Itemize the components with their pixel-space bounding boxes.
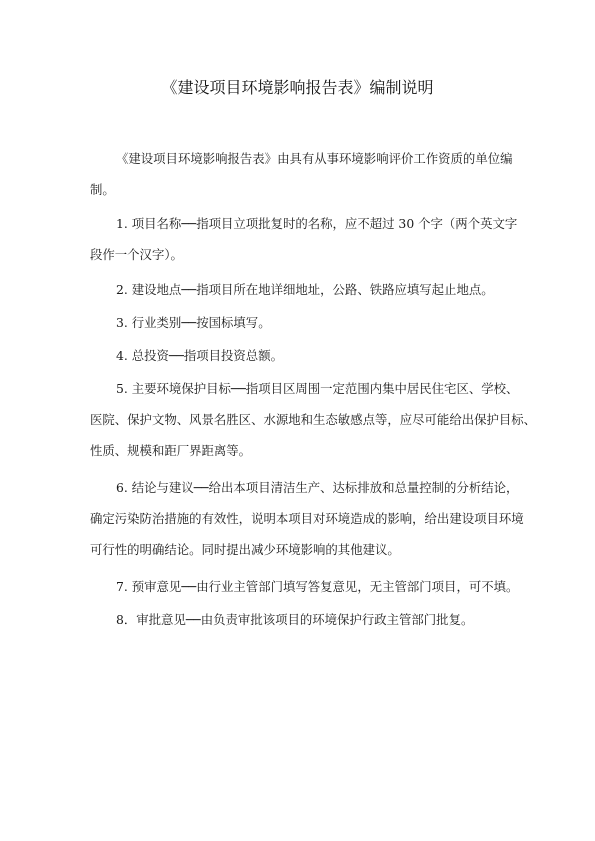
list-item-line: 医院、保护文物、风景名胜区、水源地和生态敏感点等，应尽可能给出保护目标、 [90,412,537,427]
list-item-line: 2. 建设地点──指项目所在地详细地址，公路、铁路应填写起止地点。 [116,282,494,297]
list-item-line: 4. 总投资──指项目投资总额。 [116,348,283,363]
intro-paragraph [90,143,520,205]
list-item-line: 7. 预审意见──由行业主管部门填写答复意见，无主管部门项目，可不填。 [116,579,519,594]
list-item-line: 6. 结论与建议──给出本项目清洁生产、达标排放和总量控制的分析结论， [116,480,519,495]
list-item-line: 8．审批意见──由负责审批该项目的环境保护行政主管部门批复。 [116,612,474,627]
list-item-line: 1. 项目名称──指项目立项批复时的名称，应不超过 30 个字（两个英文字 [116,216,518,231]
list-item-1 [90,208,520,270]
intro-line-1: 《建设项目环境影响报告表》由具有从事环境影响评价工作资质的单位编 [116,151,513,166]
list-item-3 [90,307,520,338]
intro-line-2: 制。 [90,182,115,197]
list-item-6 [90,472,524,565]
list-item-line: 段作一个汉字）。 [90,247,183,262]
list-item-5 [90,373,537,466]
document-title: 《建设项目环境影响报告表》编制说明 [161,78,434,97]
list-item-4 [90,340,520,371]
list-item-7 [90,571,520,602]
list-item-line: 可行性的明确结论。同时提出减少环境影响的其他建议。 [90,542,400,557]
list-item-line: 3. 行业类别──按国标填写。 [116,315,271,330]
list-item-line: 5. 主要环境保护目标──指项目区周围一定范围内集中居民住宅区、学校、 [116,381,519,396]
list-item-2 [90,274,520,305]
list-item-line: 确定污染防治措施的有效性，说明本项目对环境造成的影响，给出建设项目环境 [90,511,524,526]
list-item-8 [90,604,520,635]
list-item-line: 性质、规模和距厂界距离等。 [90,443,252,458]
